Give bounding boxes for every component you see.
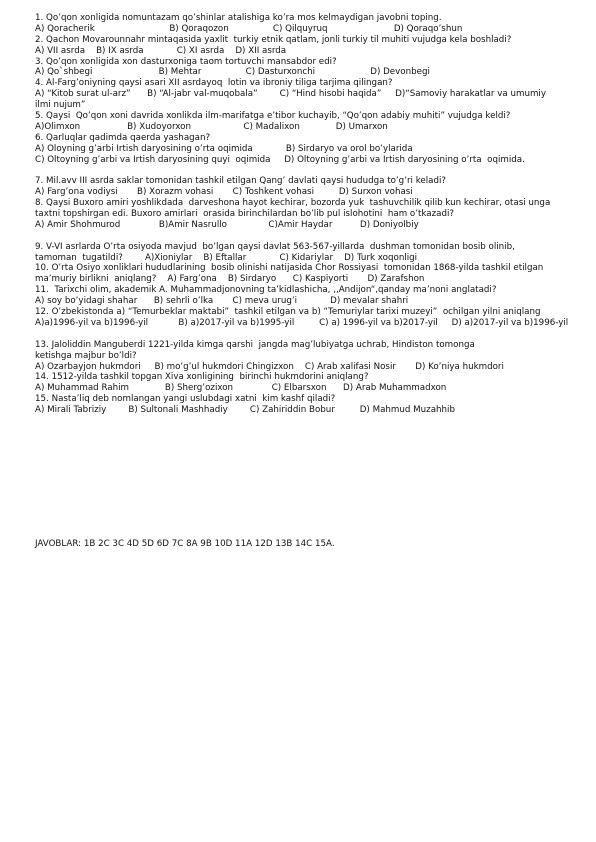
question-5-text: 5. Qaysi Qo’qon xoni davrida xonlikda ilm-marifatga e’tibor kuchayib, “Qo’qon adabiy muhiti” vujudga keldi? [35,111,511,122]
question-12-options: A)a)1996-yil va b)1996-yil B) a)2017-yil va b)1995-yil C) a) 1996-yil va b)2017-yil D) a)2017-yil va b)1996-yil [35,317,569,328]
question-3-text: 3. Qo’qon xonligida xon dasturxoniga taom tortuvchi mansabdor edi? [35,56,337,67]
question-1-options: A) Qoracherik B) Qoraqozon C) Qilquyruq D) Qoraqo’shun [35,23,463,34]
question-11-text: 11. Tarixchi olim, akademik A. Muhammadjonovning ta’kidlashicha, ,,Andijon“,qanday ma’noni anglatadi? [35,285,497,296]
question-11-options: A) soy bo’yidagi shahar B) sehrli o’lka C) meva urug’i D) mevalar shahri [35,296,409,307]
question-9-text: 9. V-VI asrlarda O’rta osiyoda mavjud bo’lgan qaysi davlat 563-567-yillarda dushman tomonidan bosib olinib, [35,241,515,252]
question-3-options: A) Qo`shbegi B) Mehtar C) Dasturxonchi D) Devonbegi [35,67,430,78]
question-10-text: 10. O’rta Osiyo xonliklari hududlarining bosib olinishi natijasida Chor Rossiyasi tomonidan 1868-yilda tashkil etilgan [35,263,544,274]
blank-line [35,329,575,340]
question-7-text: 7. Mil.avv III asrda saklar tomonidan tashkil etilgan Qang’ davlati qaysi hududga to’g’ri keladi? [35,176,447,187]
question-15-text: 15. Nasta’liq deb nomlangan yangi uslubdagi xatni kim kashf qiladi? [35,394,336,405]
question-8-text: 8. Qaysi Buxoro amiri yoshlikdada darveshona hayot kechirar, bozorda yuk tashuvchilik qilib kun kechirar, otasi unga [35,198,551,209]
question-6-options-continued: C) Oltoyning g’arbi va Irtish daryosining quyi oqimida D) Oltoyning g’arbi va Irtish daryosining o’rta oqimida. [35,154,525,165]
question-6-text: 6. Qarluqlar qadimda qaerda yashagan? [35,132,211,143]
question-4-text: 4. Al-Farg’oniyning qaysi asari XII asrdayoq lotin va ibroniy tiliga tarjima qilingan? [35,78,393,89]
question-10-text-with-options: ma’muriy birlikni aniqlang? A) Farg’ona B) Sirdaryo C) Kaspiyorti D) Zarafshon [35,274,425,285]
question-list [35,13,575,416]
question-9-text-with-options: tamoman tugatildi? A)Xioniylar B) Eftallar C) Kidariylar D) Turk xoqonligi [35,252,418,263]
question-5-options: A)Olimxon B) Xudoyorxon C) Madalixon D) Umarxon [35,121,388,132]
blank-line [35,231,575,242]
question-1-text: 1. Qo’qon xonligida nomuntazam qo’shinlar atalishiga ko’ra mos kelmaydigan javobni toping. [35,13,442,23]
question-12-text: 12. O’zbekistonda a) “Temurbeklar maktabi” tashkil etilgan va b) “Temuriylar tarixi muzeyi” ochilgan yilni aniqlang [35,307,541,318]
question-14-options: A) Muhammad Rahim B) Sherg’ozixon C) Elbarsxon D) Arab Muhammadxon [35,383,447,394]
question-4-options: A) “Kitob surat ul-arz” B) “Al-jabr val-muqobala” C) “Hind hisobi haqida” D)“Samoviy harakatlar va umumiy [35,89,546,100]
answer-key: JAVOBLAR: 1B 2C 3C 4D 5D 6D 7C 8A 9B 10D 11A 12D 13B 14C 15A. [35,539,335,549]
question-13-text-continued: ketishga majbur bo’ldi? [35,350,137,361]
question-8-options: A) Amir Shohmurod B)Amir Nasrullo C)Amir Haydar D) Doniyolbiy [35,219,419,230]
question-4-options-continued: ilmi nujum” [35,100,86,111]
blank-line [35,165,575,176]
question-2-options: A) VII asrda B) IX asrda C) XI asrda D) XII asrda [35,45,287,56]
question-6-options: A) Oloyning g’arbi Irtish daryosining o’rta oqimida B) Sirdaryo va orol bo’ylarida [35,143,413,154]
question-13-options: A) Ozarbayjon hukmdori B) mo’g’ul hukmdori Chingizxon C) Arab xalifasi Nosir D) Ko’niya hukmdori [35,361,504,372]
question-7-options: A) Farg’ona vodiysi B) Xorazm vohasi C) Toshkent vohasi D) Surxon vohasi [35,187,413,198]
question-8-text-continued: taxtni topshirgan edi. Buxoro amirlari orasida birinchilardan bo’lib pul islohotini ham o’tkazadi? [35,209,455,220]
question-15-options: A) Mirali Tabriziy B) Sultonali Mashhadiy C) Zahiriddin Bobur D) Mahmud Muzahhib [35,405,455,416]
question-13-text: 13. Jaloliddin Manguberdi 1221-yilda kimga qarshi jangda mag’lubiyatga uchrab, Hindiston tomonga [35,339,475,350]
question-2-text: 2. Qachon Movarounnahr mintaqasida yaxlit turkiy etnik qatlam, jonli turkiy til muhiti vujudga kela boshladi? [35,34,512,45]
question-14-text: 14. 1512-yilda tashkil topgan Xiva xonligining birinchi hukmdorini aniqlang? [35,372,369,383]
